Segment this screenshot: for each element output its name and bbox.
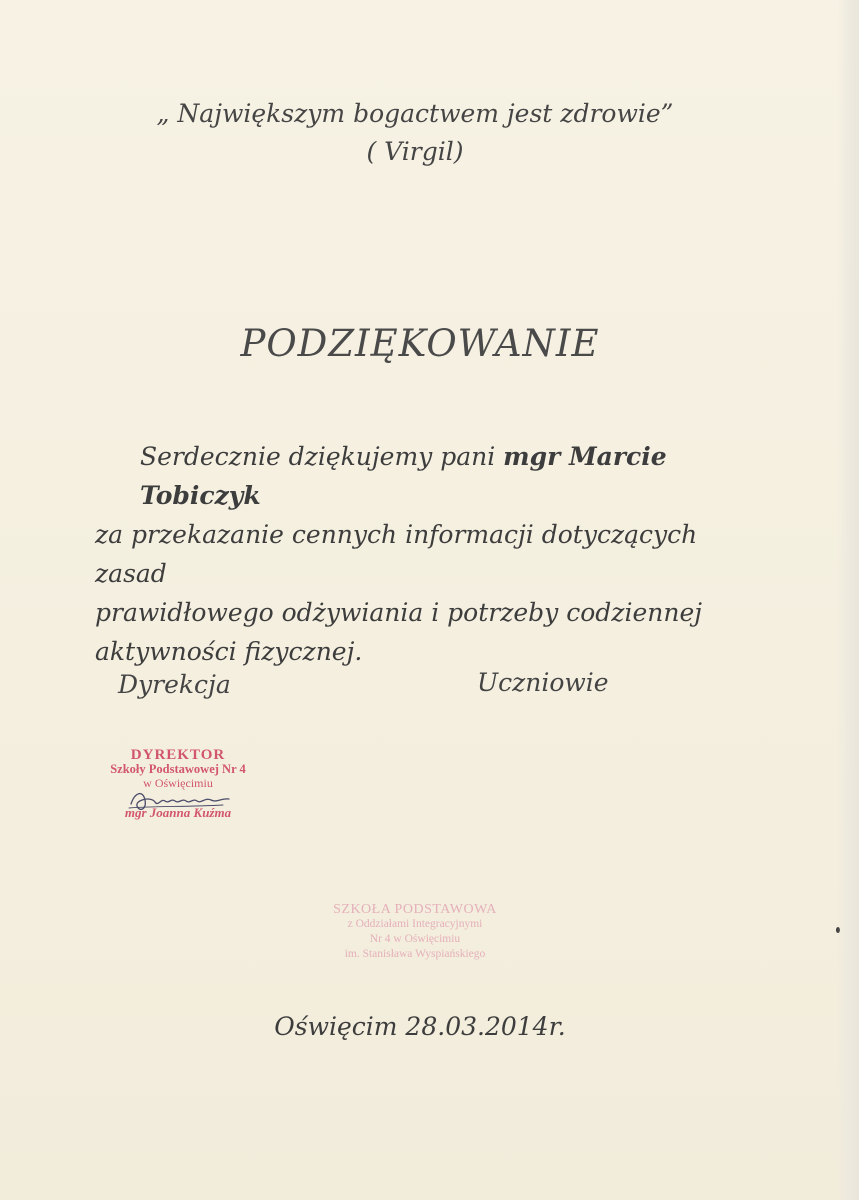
document-title: PODZIĘKOWANIE xyxy=(240,322,600,365)
thank-you-text xyxy=(95,437,775,671)
scan-speck xyxy=(836,927,840,933)
motto-quote xyxy=(0,95,830,171)
handwritten-signature xyxy=(125,786,235,816)
motto-text: „ Największym bogactwem jest zdrowie” xyxy=(156,99,674,128)
issue-date: Oświęcim 28.03.2014r. xyxy=(274,1012,566,1041)
body-line-3: prawidłowego odżywiania i potrzeby codziennej xyxy=(95,598,703,627)
signature-label-dyrekcja: Dyrekcja xyxy=(118,670,231,699)
director-stamp-city: w Oświęcimiu xyxy=(143,776,213,790)
director-stamp-title: DYREKTOR xyxy=(130,747,226,763)
body-line-1 xyxy=(95,437,775,515)
body-line-1-prefix: Serdecznie dziękujemy pani xyxy=(140,442,504,471)
motto-author: ( Virgil) xyxy=(366,137,464,166)
director-stamp-name: mgr Joanna Kuźma xyxy=(124,805,232,820)
signature-label-uczniowie: Uczniowie xyxy=(477,668,609,697)
recipient-name: mgr Marcie Tobiczyk xyxy=(140,442,667,510)
body-line-2: za przekazanie cennych informacji dotyczących zasad xyxy=(95,520,698,588)
school-stamp xyxy=(300,902,530,962)
school-stamp-line-3: Nr 4 w Oświęcimiu xyxy=(369,933,461,945)
school-stamp-line-4: im. Stanisława Wyspiańskiego xyxy=(344,948,486,960)
body-line-4: aktywności fizycznej. xyxy=(95,637,363,666)
school-stamp-line-2: z Oddziałami Integracyjnymi xyxy=(347,918,483,930)
school-stamp-line-1: SZKOŁA PODSTAWOWA xyxy=(333,902,497,917)
director-stamp-school: Szkoły Podstawowej Nr 4 xyxy=(110,762,246,776)
